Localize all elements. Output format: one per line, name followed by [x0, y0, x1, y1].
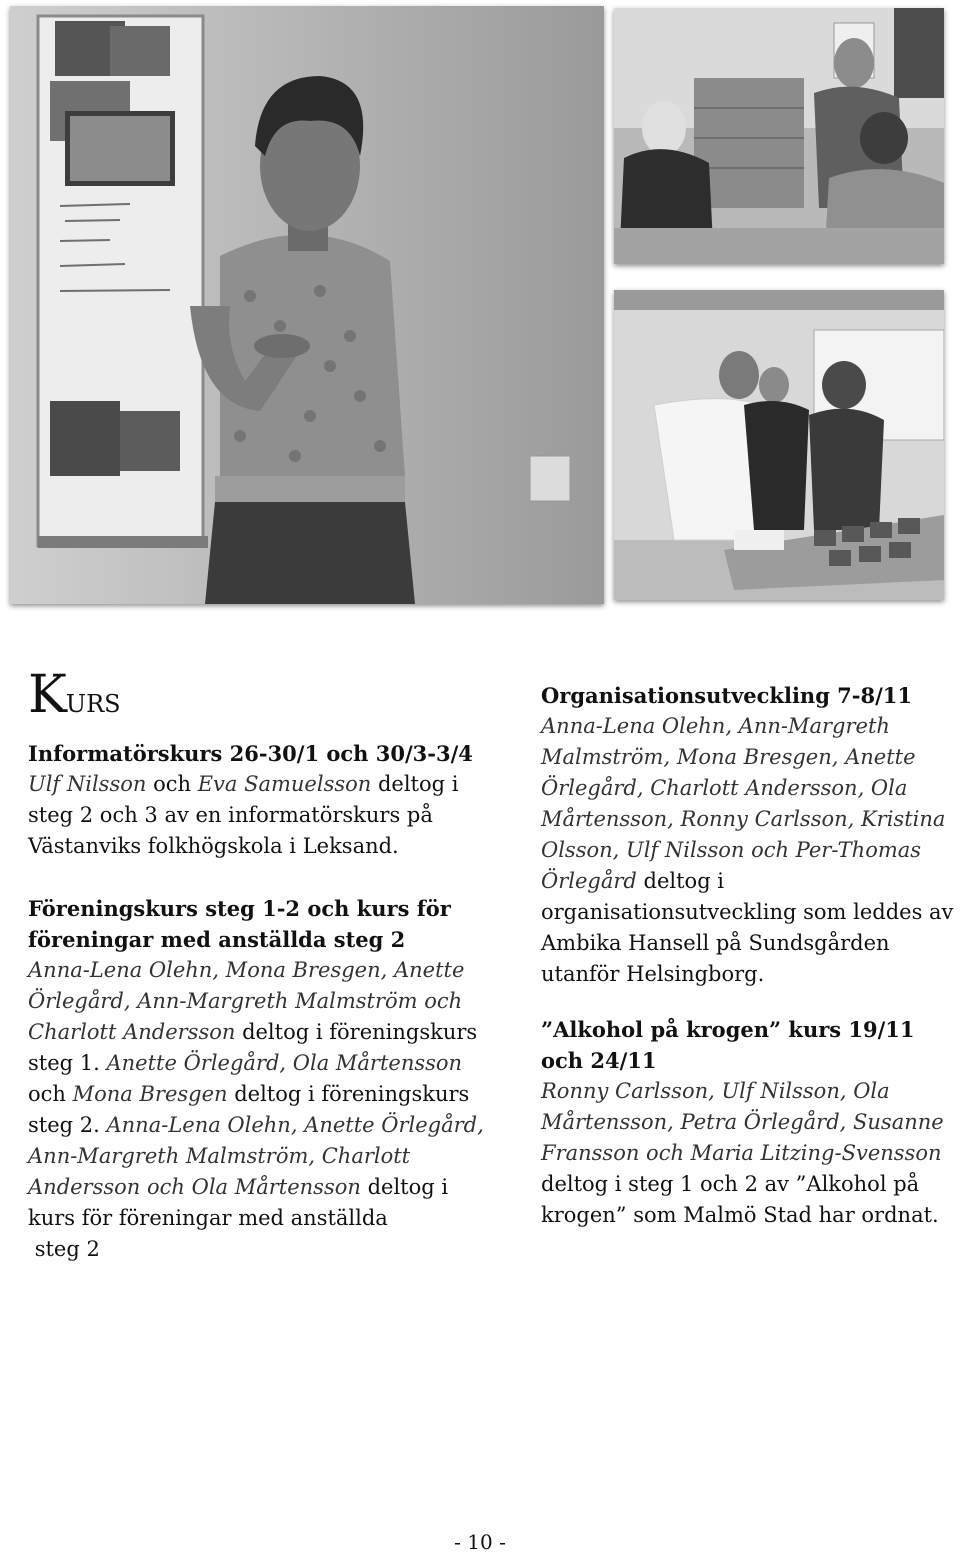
group-photo	[614, 8, 944, 264]
alcohol-course-text: Ronny Carlsson, Ulf Nilsson, Ola Mårtensson, Petra Örlegård, Susanne Fransson och Maria Litzing-Svensson deltog i steg 1 och 2 av ”Alkohol på krogen” som Malmö Stad har ordnat.	[541, 1079, 944, 1227]
page-number: - 10 -	[454, 1530, 506, 1554]
alcohol-course-title: ”Alkohol på krogen” kurs 19/11 och 24/11	[541, 1017, 915, 1073]
right-column	[541, 680, 956, 1231]
presenter-photo	[10, 6, 604, 604]
left-column	[28, 665, 498, 1265]
informator-course-text: Ulf Nilsson och Eva Samuelsson deltog i steg 2 och 3 av en informatörskurs på Västanviks folkhögskola i Leksand.	[28, 772, 459, 858]
informator-course-title: Informatörskurs 26-30/1 och 30/3-3/4	[28, 741, 473, 766]
organisation-course-title: Organisationsutveckling 7-8/11	[541, 683, 913, 708]
association-course-text: Anna-Lena Olehn, Mona Bresgen, Anette Örlegård, Ann-Margreth Malmström och Charlott Andersson deltog i föreningskurs steg 1. Anette Örlegård, Ola Mårtensson och Mona Bresgen deltog i föreningskurs steg 2. Anna-Lena Olehn, Anette Örlegård, Ann-Margreth Malmström, Charlott Andersson och Ola Mårtensson deltog i kurs för föreningar med anställda steg 2	[28, 958, 484, 1261]
section-heading: KURS	[28, 665, 121, 725]
workshop-photo	[614, 290, 944, 600]
organisation-course-text: Anna-Lena Olehn, Ann-Margreth Malmström, Mona Bresgen, Anette Örlegård, Charlott Andersson, Ola Mårtensson, Ronny Carlsson, Kristina Olsson, Ulf Nilsson och Per-Thomas Örlegård deltog i organisationsutveckling som leddes av Ambika Hansell på Sundsgården utanför Helsingborg.	[541, 714, 954, 986]
association-course-title: Föreningskurs steg 1-2 och kurs för föreningar med anställda steg 2	[28, 896, 451, 952]
